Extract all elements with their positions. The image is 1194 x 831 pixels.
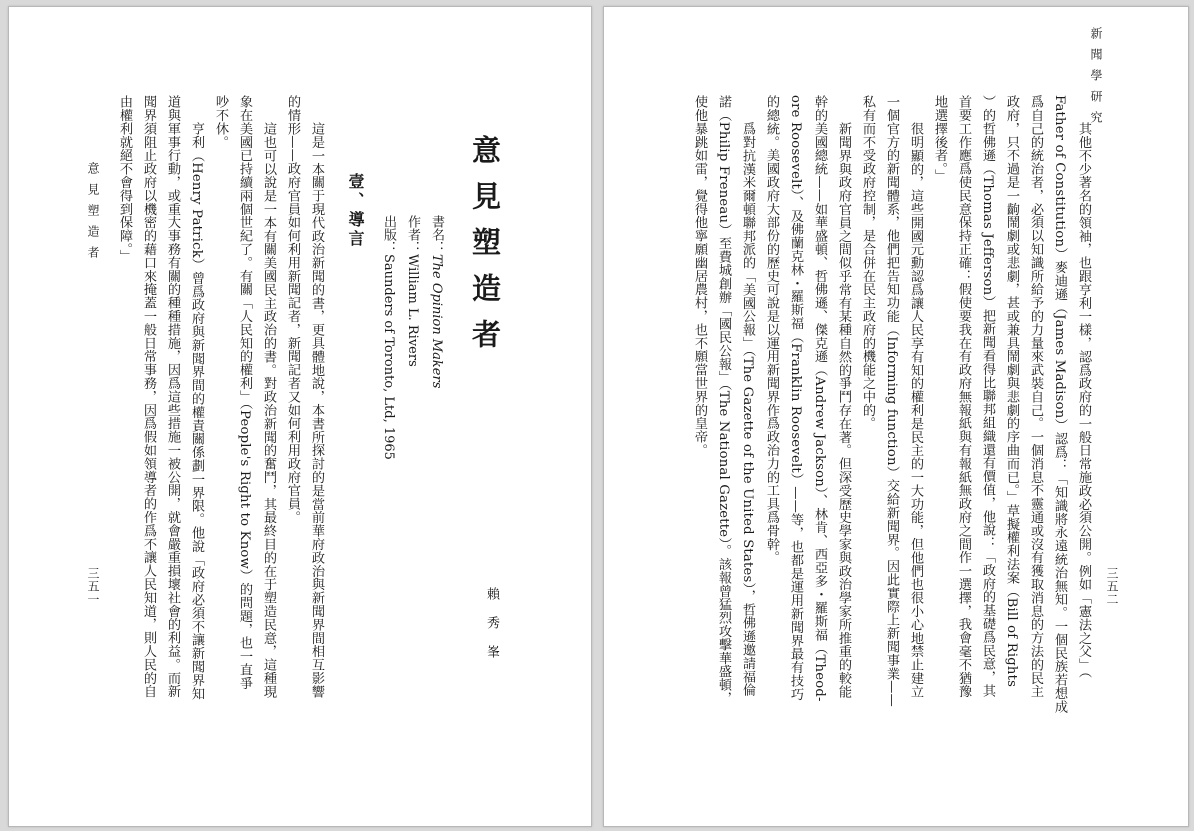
book-name-label: 書名：: [429, 215, 444, 254]
body-column: 首要工作應爲使民意保持正確：假使要我在有政府無報紙與有報紙無政府之間作一選擇，我會毫不猶豫: [956, 95, 971, 698]
section-heading: 壹、導言: [346, 173, 365, 249]
page-number: 三五二: [1105, 567, 1119, 606]
body-column: 諾（Philip Freneau）至費城創辦「國民公報」（The National Gazette）。該報曾猛烈攻擊華盛頓，: [716, 95, 731, 705]
body-column: 使他暴跳如雷，覺得他寧願幽居農村，也不願當世界的皇帝。: [692, 95, 707, 457]
book-publisher-label: 出版：: [381, 215, 396, 254]
body-column: 這也可以說是一本有關美國民主政治的書。對政治新聞的奮鬥，其最終目的在于塑造民意，這種現: [261, 122, 276, 699]
body-column: 亨利（Henry Patrick）曾爲政府與新聞界間的權責關係劃一界限。他說「政府必須不讓新聞界知: [189, 122, 204, 701]
book-name-value: The Opinion Makers: [429, 254, 444, 389]
body-column: Father of Constitution）麥迪遜（James Madison）認爲：「知識將永遠統治無知。一個民族若想成: [1052, 95, 1067, 714]
body-column: 的總統。美國政府大部份的歷史可說是以運用新聞界作爲政治力的工具爲骨幹。: [764, 95, 779, 564]
running-header: 新聞學研究: [1089, 27, 1103, 132]
body-column: 吵不休。: [213, 95, 228, 149]
running-footer: 意見塑造者: [86, 162, 100, 267]
body-column: 私有而不受政府控制，是合併在民主政府的機能之中的。: [860, 95, 875, 430]
body-column: 這是一本關于現代政治新聞的書，更具體地說，本書所探討的是當前華府政治與新聞界間相互影響: [309, 122, 324, 699]
book-author-line: [406, 215, 419, 515]
book-name-line: [430, 215, 443, 515]
body-column: ore Roosevelt）、及佛蘭克林・羅斯福（Franklin Roosevelt）——等，也都是運用新聞界最有技巧: [788, 95, 803, 701]
book-publisher-value: Saunders of Toronto, Ltd, 1965: [381, 254, 396, 460]
book-publisher-line: [382, 215, 395, 515]
body-column: 爲自己的統治者，必須以知識所給予的力量來武裝自己。一個消息不靈通或沒有獲取消息的方法的民主: [1028, 95, 1043, 698]
book-author-label: 作者：: [405, 215, 420, 254]
right-page: [603, 6, 1189, 827]
body-column: 道與軍事行動，或重大事務有關的種種措施，因爲這些措施一被公開，就會嚴重損壞社會的利益。而新: [165, 95, 180, 698]
body-column: 由權利就絕不會得到保障。」: [117, 95, 132, 263]
book-author-value: William L. Rivers: [405, 254, 420, 367]
body-column: 新聞界與政府官員之間似乎常有某種自然的爭鬥存在著。但深受歷史學家與政治學家所推重的較能: [836, 122, 851, 699]
body-column: 聞界須阻止政府以機密的藉口來掩蓋一般日常事務，因爲假如領導者的作爲不讓人民知道，則人民的自: [141, 95, 156, 698]
body-column: 幹的美國總統——如華盛頓、哲佛遜、傑克遜（Andrew Jackson）、林肯、西亞多・羅斯福（Theod-: [812, 95, 827, 702]
body-column: 一個官方的新聞體系，他們把告知功能（Informing function）交給新聞界。因此實際上新聞事業——: [884, 95, 899, 707]
body-column: 的情形——政府官員如何利用新聞記者，新聞記者又如何利用政府官員。: [285, 95, 300, 524]
body-column: 很明顯的，這些開國元勳認爲讓人民享有知的權利是民主的一大功能，但他們也很小心地禁止建立: [908, 122, 923, 699]
body-column: 象在美國已持續兩個世紀了。有關「人民知的權利」（People's Right to Know）的問題，也一直爭: [237, 95, 252, 690]
left-page: [8, 6, 592, 827]
book-title: 意見塑造者: [468, 135, 502, 365]
body-column: 其他不少著名的領袖，也跟亨利一樣，認爲政府的一般日常施政必須公開。例如「憲法之父」（: [1076, 122, 1091, 679]
reviewer-name: 賴秀峯: [484, 587, 499, 674]
body-column: 政府，只不過是一齣鬧劇或悲劇，甚或兼具鬧劇與悲劇的序曲而已。」草擬權利法案（Bill of Rights: [1004, 95, 1019, 688]
page-number: 三五一: [86, 567, 100, 606]
body-column: 爲對抗漢米爾頓聯邦派的「美國公報」（The Gazette of the United States），哲佛遜邀請福倫: [740, 122, 755, 697]
body-column: 地選擇後者。」: [932, 95, 947, 183]
body-column: ）的哲佛遜（Thomas Jefferson）把新聞看得比聯邦組織還有價值，他說：「政府的基礎爲民意，其: [980, 95, 995, 698]
